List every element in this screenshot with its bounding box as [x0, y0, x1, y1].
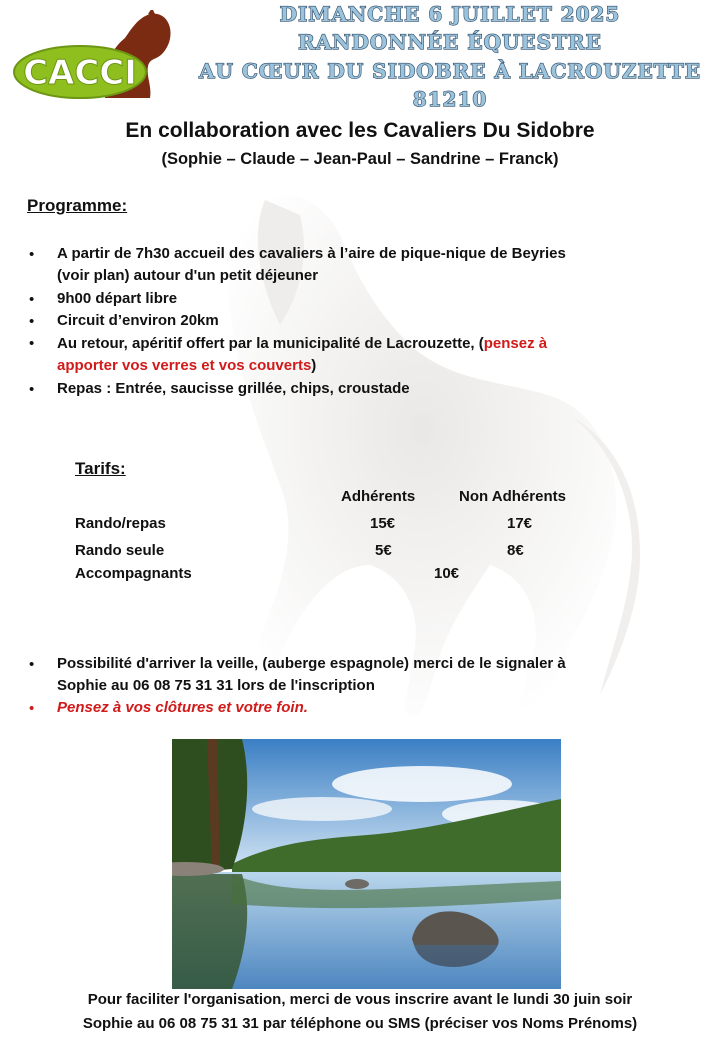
aperitif-text: Au retour, apéritif offert par la municipalité de Lacrouzette, ( — [57, 335, 484, 352]
note-veille-text: Possibilité d'arriver la veille, (auberge espagnole) merci de le signaler à — [57, 655, 566, 672]
tarif-row-label: Rando seule — [75, 542, 165, 559]
tarifs-col-non-adherents: Non Adhérents — [459, 488, 566, 505]
programme-item-text: (voir plan) autour d'un petit déjeuner — [57, 267, 319, 284]
bullet-dot: • — [29, 700, 35, 717]
bullet-dot: • — [29, 656, 35, 673]
organizer-names: (Sophie – Claude – Jean-Paul – Sandrine – Franck) — [161, 150, 559, 168]
tarif-price-accompagnants: 10€ — [434, 565, 460, 582]
programme-item-accueil — [57, 243, 677, 287]
note-veille-text: Sophie au 06 08 75 31 31 lors de l'inscription — [57, 677, 375, 694]
programme-item-text: A partir de 7h30 accueil des cavaliers à l’aire de pique-nique de Beyries — [57, 245, 566, 262]
tarifs-title: Tarifs: — [75, 459, 126, 478]
logo-text: CACCI — [23, 53, 137, 93]
header-postcode: 81210 — [412, 87, 488, 111]
collaboration-heading: En collaboration avec les Cavaliers Du Sidobre — [125, 119, 595, 142]
tarif-price-adherents: 15€ — [370, 515, 396, 532]
programme-item-aperitif — [57, 333, 677, 377]
note-clotures: Pensez à vos clôtures et votre foin. — [57, 699, 308, 716]
aperitif-text: ) — [311, 357, 317, 374]
footer-contact: Sophie au 06 08 75 31 31 par téléphone ou SMS (préciser vos Noms Prénoms) — [82, 1015, 638, 1032]
header-event: RANDONNÉE ÉQUESTRE — [298, 30, 602, 54]
lake-landscape-photo — [172, 739, 561, 989]
programme-item-repas: Repas : Entrée, saucisse grillée, chips, croustade — [57, 380, 410, 397]
programme-title: Programme: — [27, 196, 128, 215]
tarif-price-adherents: 5€ — [375, 542, 392, 559]
bullet-dot: • — [29, 246, 35, 263]
bullet-dot: • — [29, 291, 35, 308]
tarif-row-label: Accompagnants — [75, 565, 192, 582]
tarif-price-non-adherents: 8€ — [507, 542, 524, 559]
header-location: AU CŒUR DU SIDOBRE À LACROUZETTE — [198, 59, 702, 83]
footer-registration: Pour faciliter l'organisation, merci de vous inscrire avant le lundi 30 juin soir — [87, 991, 633, 1008]
note-veille — [57, 653, 677, 697]
aperitif-reminder: pensez à — [483, 335, 548, 352]
tarif-row-label: Rando/repas — [75, 515, 166, 532]
bullet-dot: • — [29, 313, 35, 330]
programme-item-depart: 9h00 départ libre — [57, 290, 178, 307]
cacci-logo — [10, 10, 175, 105]
tarifs-col-adherents: Adhérents — [341, 488, 416, 505]
programme-item-circuit: Circuit d’environ 20km — [57, 312, 219, 329]
bullet-dot: • — [29, 335, 35, 352]
bullet-dot: • — [29, 381, 35, 398]
header-date: DIMANCHE 6 JUILLET 2025 — [279, 2, 621, 26]
tarif-price-non-adherents: 17€ — [507, 515, 533, 532]
aperitif-reminder: apporter vos verres et vos couverts — [57, 357, 312, 374]
